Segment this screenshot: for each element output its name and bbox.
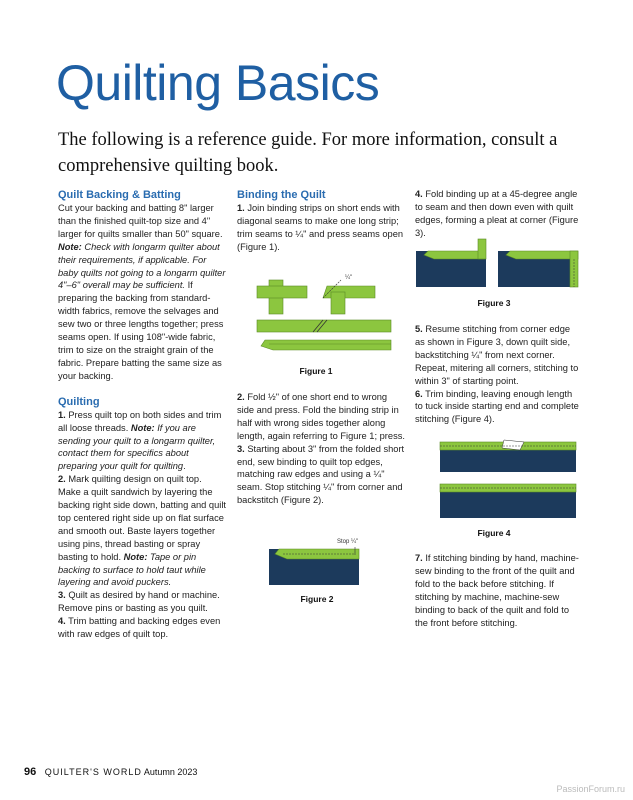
- step-number: 6.: [415, 388, 423, 399]
- step-number: 1.: [237, 203, 245, 213]
- binding-step-5: [415, 323, 581, 388]
- quilting-step-3: [58, 589, 226, 615]
- quilting-step-1: [58, 409, 226, 474]
- heading-quilting: Quilting: [58, 395, 100, 408]
- figure-2-caption: Figure 2: [300, 594, 334, 604]
- column-binding-4: [415, 323, 581, 426]
- column-binding-5: [415, 552, 581, 629]
- step-text-end: .: [183, 461, 186, 472]
- step-number: 3.: [237, 443, 245, 454]
- binding-step-4: [415, 188, 581, 240]
- column-binding-2: [237, 391, 405, 507]
- magazine-name: QUILTER'S WORLD: [44, 767, 142, 777]
- issue-date: Autumn 2023: [143, 767, 198, 777]
- step-text: Quilt as desired by hand or machine. Remove pins or basting as you quilt.: [58, 590, 220, 614]
- step-number: 3.: [58, 590, 66, 601]
- figure-1-illustration: [255, 272, 395, 362]
- step-text: Trim binding, leaving enough length to tuck inside starting end and complete stitching (Figure 4).: [415, 388, 579, 425]
- note-label: Note:: [123, 551, 148, 562]
- step-text: Mark quilting design on quilt top. Make a quilt sandwich by layering the backing right side down, batting and quilt top centered right side up on flat surface and smooth out. Baste layers together using pins, thread basting or spray basting to hold.: [58, 474, 226, 562]
- column-binding-3: [415, 188, 581, 240]
- figure-2-illustration: [265, 535, 375, 590]
- step-text: Trim batting and backing edges even with raw edges of quilt top.: [58, 616, 221, 640]
- fig1-joined-strip: [257, 320, 391, 332]
- step-number: 4.: [415, 189, 423, 199]
- heading-binding: Binding the Quilt: [237, 189, 326, 201]
- fig3-binding-left: [424, 251, 484, 259]
- step-number: 7.: [415, 553, 423, 563]
- page-title: Quilting Basics: [56, 55, 380, 111]
- note-text: Tape or pin backing to surface to hold taut while layering and avoid puckers.: [58, 551, 206, 588]
- figure-3-illustration: [414, 237, 580, 289]
- step-number: 4.: [58, 616, 66, 627]
- fig3-binding-right: [506, 251, 578, 259]
- fig4-tuck-end: [502, 440, 524, 450]
- figure-4-illustration: [438, 438, 578, 522]
- step-number: 5.: [415, 324, 423, 334]
- note-label: Note:: [58, 241, 82, 252]
- step-number: 1.: [58, 409, 66, 420]
- backing-text: Cut your backing and batting 8" larger than the finished quilt-top size and 4" larger for quilts smaller than 50" square.: [58, 203, 223, 239]
- step-text: Starting about 3" from the folded short end, sew binding to quilt top edges, matching raw edges and using a ¼" seam. Stop stitching ¼" from corner and backstitch (Figure 2).: [237, 443, 405, 506]
- step-text: Fold binding up at a 45-degree angle to seam and then down even with quilt edges, forming a pleat at corner (Figure 3).: [415, 189, 579, 238]
- backing-text-continued: If preparing the backing from standard-width fabrics, remove the selvages and sew two or three lengths together; press seams open. If using 108"-wide fabric, trim to size on the straight grain of the fabric. Prepare batting the same size as your backing.: [58, 280, 224, 381]
- column-backing-quilting: [58, 188, 226, 641]
- column-binding-1: [237, 188, 405, 254]
- heading-backing-batting: Quilt Backing & Batting: [58, 189, 181, 201]
- quilting-step-2: [58, 473, 226, 589]
- watermark: PassionForum.ru: [556, 784, 625, 794]
- step-text: Fold ½" of one short end to wrong side and press. Fold the binding strip in half with wrong sides together along length, again referring to Figure 1; press.: [237, 392, 405, 441]
- page-subtitle: The following is a reference guide. For more information, consult a comprehensive quilting book.: [58, 130, 558, 176]
- binding-step-6: [415, 388, 581, 427]
- page-number: 96: [24, 766, 37, 778]
- binding-step-3: [237, 443, 405, 508]
- fig1-folded-strip: [261, 340, 391, 350]
- fig1-strip-horizontal-left: [257, 286, 307, 298]
- step-text: Press quilt top on both sides and trim all loose threads.: [58, 409, 222, 433]
- page-footer: [24, 766, 197, 778]
- fig2-stop-label: Stop ¼": [337, 539, 359, 545]
- step-number: 2.: [58, 474, 66, 485]
- quilting-step-4: [58, 615, 226, 641]
- figure-4-caption: Figure 4: [477, 528, 511, 538]
- step-text: Resume stitching from corner edge as shown in Figure 3, down quilt side, backstitching ¼" from next corner. Repeat, mitering all corners, stitching to within 3" of starting point.: [415, 324, 579, 386]
- binding-step-7: [415, 552, 581, 629]
- note-text: Check with longarm quilter about their requirements, if applicable. For baby quilts not going to a longarm quilter 4"–6" overall may be sufficient.: [58, 241, 226, 291]
- step-number: 2.: [237, 392, 245, 402]
- binding-step-2: [237, 391, 405, 443]
- fig3-binding-fold-up: [478, 239, 486, 259]
- fig1-quarter-inch-label: ¼": [345, 275, 353, 281]
- step-text: If stitching binding by hand, machine-sew binding to the front of the quilt and fold to the back before stitching. If stitching by machine, machine-sew binding to back of the quilt and fold to the front before stitching.: [415, 553, 579, 628]
- figure-3-caption: Figure 3: [477, 298, 511, 308]
- fig1-strip-vertical-right: [331, 292, 345, 314]
- figure-1-caption: Figure 1: [299, 366, 333, 376]
- binding-step-1: [237, 202, 405, 254]
- note-text: If you are sending your quilt to a longarm quilter, contact them for specifics about preparing your quilt for quilting: [58, 422, 216, 472]
- backing-paragraph: [58, 202, 226, 383]
- note-label: Note:: [130, 422, 155, 433]
- step-text: Join binding strips on short ends with diagonal seams to make one long strip; trim seams to ¼" and press seams open (Figure 1).: [237, 203, 404, 252]
